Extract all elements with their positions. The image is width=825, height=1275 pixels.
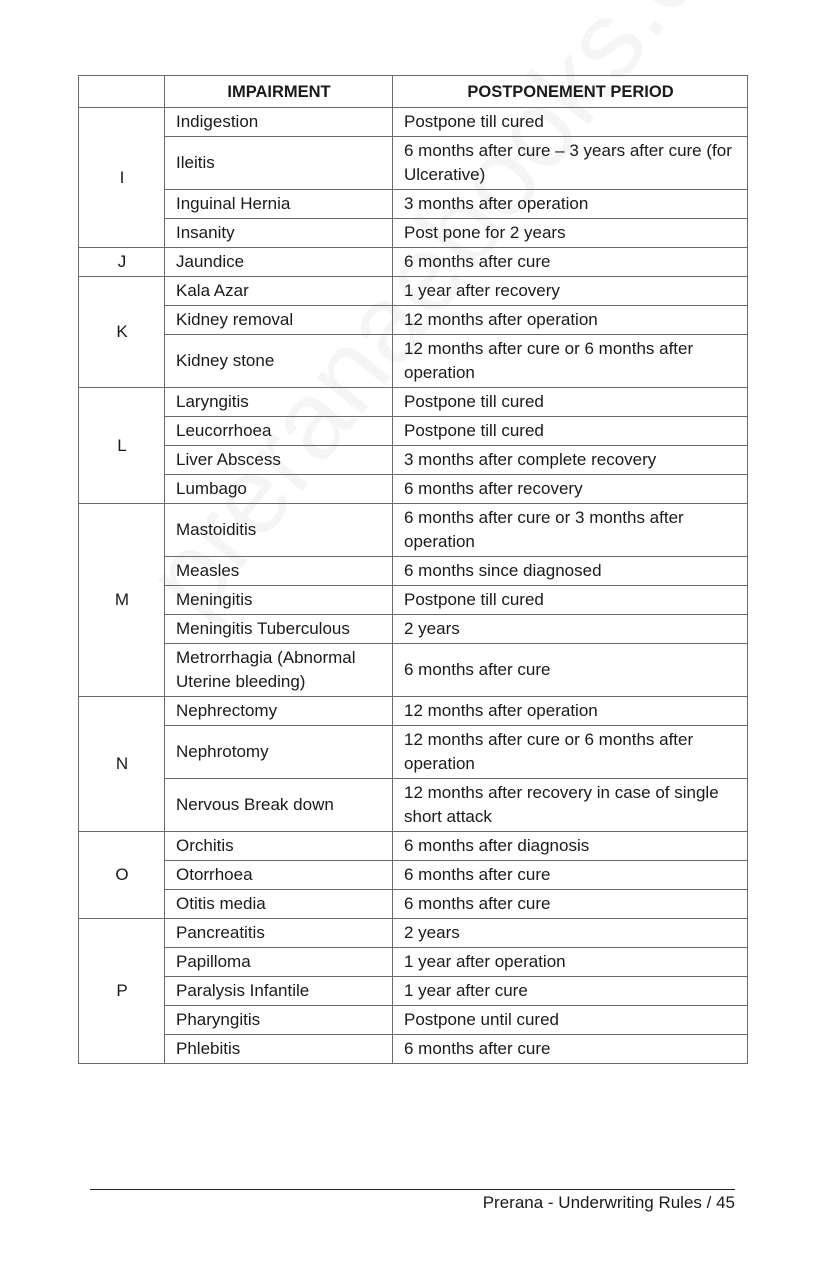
impairment-cell: Ileitis — [165, 137, 393, 190]
period-cell: Postpone till cured — [393, 417, 748, 446]
period-cell: 3 months after complete recovery — [393, 446, 748, 475]
period-cell: 6 months after cure — [393, 644, 748, 697]
table-row — [79, 137, 748, 190]
period-cell: 3 months after operation — [393, 190, 748, 219]
period-cell: 2 years — [393, 615, 748, 644]
impairment-cell: Inguinal Hernia — [165, 190, 393, 219]
table-row — [79, 890, 748, 919]
impairment-cell: Paralysis Infantile — [165, 977, 393, 1006]
table-row — [79, 335, 748, 388]
impairment-cell: Metrorrhagia (Abnormal Uterine bleeding) — [165, 644, 393, 697]
footer-divider — [90, 1189, 735, 1190]
period-cell: Postpone till cured — [393, 586, 748, 615]
period-cell: 6 months after cure — [393, 861, 748, 890]
impairment-cell: Nephrectomy — [165, 697, 393, 726]
impairment-cell: Liver Abscess — [165, 446, 393, 475]
table-row — [79, 726, 748, 779]
table-row — [79, 615, 748, 644]
header-period: POSTPONEMENT PERIOD — [393, 76, 748, 108]
period-cell: 6 months after cure — [393, 890, 748, 919]
period-cell: Postpone till cured — [393, 108, 748, 137]
table-row — [79, 190, 748, 219]
group-letter: M — [79, 504, 165, 697]
table-row — [79, 388, 748, 417]
table-row — [79, 779, 748, 832]
impairment-cell: Meningitis — [165, 586, 393, 615]
impairment-cell: Measles — [165, 557, 393, 586]
group-letter: O — [79, 832, 165, 919]
impairment-cell: Kidney stone — [165, 335, 393, 388]
period-cell: 6 months since diagnosed — [393, 557, 748, 586]
table-row — [79, 248, 748, 277]
impairment-cell: Leucorrhoea — [165, 417, 393, 446]
period-cell: 12 months after cure or 6 months after operation — [393, 335, 748, 388]
table-row — [79, 1006, 748, 1035]
period-cell: 6 months after cure – 3 years after cure (for Ulcerative) — [393, 137, 748, 190]
page-footer: Prerana - Underwriting Rules / 45 — [482, 1193, 735, 1212]
table-row — [79, 504, 748, 557]
period-cell: 2 years — [393, 919, 748, 948]
period-cell: Post pone for 2 years — [393, 219, 748, 248]
period-cell: 6 months after diagnosis — [393, 832, 748, 861]
impairment-table — [78, 75, 748, 1064]
period-cell: Postpone till cured — [393, 388, 748, 417]
period-cell: 6 months after recovery — [393, 475, 748, 504]
table-row — [79, 586, 748, 615]
table-row — [79, 1035, 748, 1064]
impairment-cell: Mastoiditis — [165, 504, 393, 557]
header-impairment: IMPAIRMENT — [165, 76, 393, 108]
table-row — [79, 108, 748, 137]
table-row — [79, 861, 748, 890]
period-cell: 12 months after recovery in case of single short attack — [393, 779, 748, 832]
period-cell: 1 year after operation — [393, 948, 748, 977]
group-letter: I — [79, 108, 165, 248]
table-row — [79, 446, 748, 475]
table-row — [79, 557, 748, 586]
impairment-cell: Insanity — [165, 219, 393, 248]
period-cell: 6 months after cure — [393, 248, 748, 277]
impairment-cell: Orchitis — [165, 832, 393, 861]
group-letter: P — [79, 919, 165, 1064]
impairment-cell: Kala Azar — [165, 277, 393, 306]
table-row — [79, 948, 748, 977]
table-row — [79, 977, 748, 1006]
period-cell: 1 year after cure — [393, 977, 748, 1006]
header-letter — [79, 76, 165, 108]
impairment-cell: Jaundice — [165, 248, 393, 277]
table-row — [79, 644, 748, 697]
table-row — [79, 832, 748, 861]
impairment-cell: Kidney removal — [165, 306, 393, 335]
group-letter: L — [79, 388, 165, 504]
group-letter: N — [79, 697, 165, 832]
group-letter: K — [79, 277, 165, 388]
table-row — [79, 417, 748, 446]
impairment-cell: Nephrotomy — [165, 726, 393, 779]
table-header-row — [79, 76, 748, 108]
table-row — [79, 219, 748, 248]
impairment-cell: Pharyngitis — [165, 1006, 393, 1035]
impairment-cell: Meningitis Tuberculous — [165, 615, 393, 644]
impairment-cell: Otitis media — [165, 890, 393, 919]
table-row — [79, 306, 748, 335]
table-row — [79, 277, 748, 306]
period-cell: 6 months after cure or 3 months after operation — [393, 504, 748, 557]
table-row — [79, 919, 748, 948]
period-cell: Postpone until cured — [393, 1006, 748, 1035]
period-cell: 1 year after recovery — [393, 277, 748, 306]
table-row — [79, 475, 748, 504]
table-body — [79, 108, 748, 1064]
impairment-cell: Lumbago — [165, 475, 393, 504]
period-cell: 12 months after operation — [393, 306, 748, 335]
impairment-cell: Indigestion — [165, 108, 393, 137]
group-letter: J — [79, 248, 165, 277]
impairment-cell: Nervous Break down — [165, 779, 393, 832]
period-cell: 6 months after cure — [393, 1035, 748, 1064]
impairment-cell: Laryngitis — [165, 388, 393, 417]
impairment-cell: Phlebitis — [165, 1035, 393, 1064]
impairment-cell: Otorrhoea — [165, 861, 393, 890]
impairment-cell: Pancreatitis — [165, 919, 393, 948]
period-cell: 12 months after cure or 6 months after operation — [393, 726, 748, 779]
impairment-cell: Papilloma — [165, 948, 393, 977]
table-row — [79, 697, 748, 726]
period-cell: 12 months after operation — [393, 697, 748, 726]
